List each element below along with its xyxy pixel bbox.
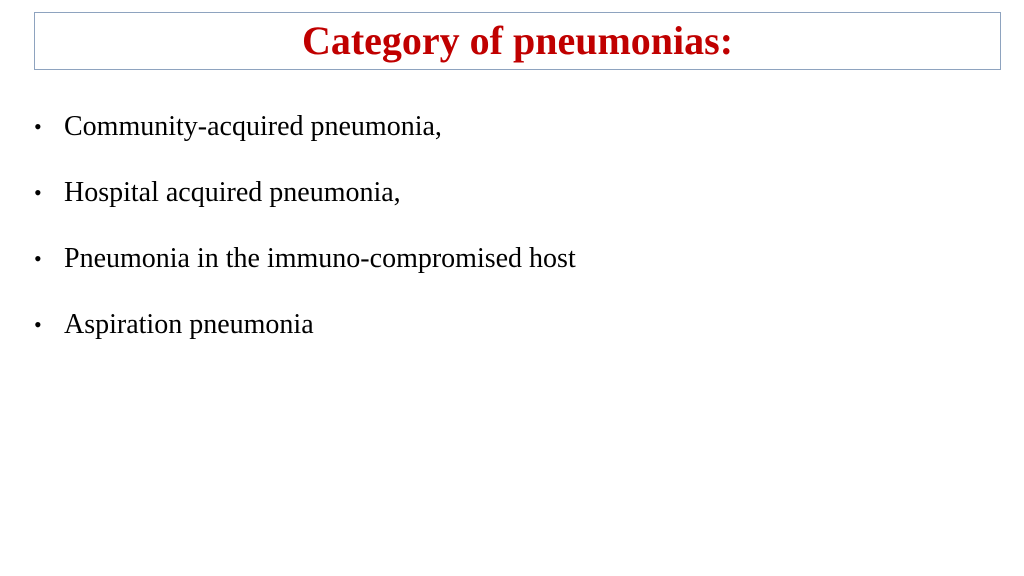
bullet-text: Community-acquired pneumonia,	[64, 111, 442, 142]
bullet-icon: •	[34, 114, 42, 139]
list-item	[34, 103, 576, 151]
bullet-list	[34, 103, 576, 367]
bullet-icon: •	[34, 180, 42, 205]
bullet-text: Aspiration pneumonia	[64, 309, 314, 340]
list-item	[34, 235, 576, 283]
list-item	[34, 301, 576, 349]
bullet-text: Pneumonia in the immuno-compromised host	[64, 243, 576, 274]
bullet-icon: •	[34, 312, 42, 337]
title-box	[34, 12, 1001, 70]
bullet-text: Hospital acquired pneumonia,	[64, 177, 401, 208]
slide-title: Category of pneumonias:	[301, 18, 734, 63]
bullet-icon: •	[34, 246, 42, 271]
list-item	[34, 169, 576, 217]
